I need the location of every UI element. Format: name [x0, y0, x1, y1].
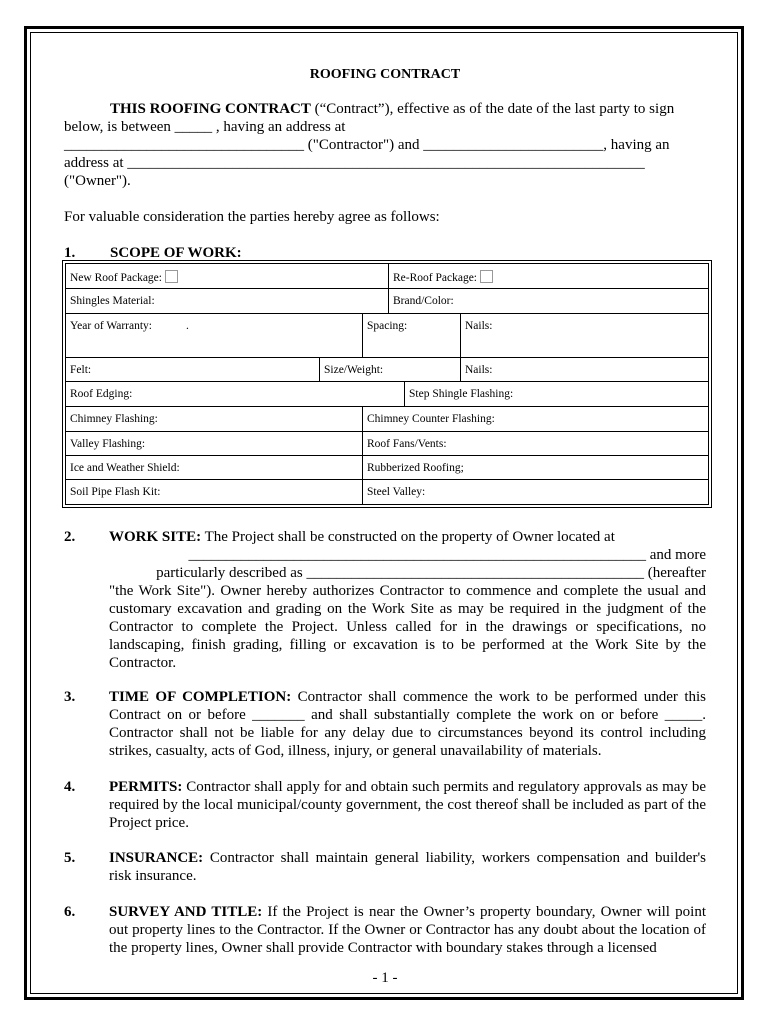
section-2-rest: "the Work Site"). Owner hereby authorizes Contractor to commence and complete the usual and customary excavation and grading on the Work Site as may be required in the judgment of the Contractor to complete the Project. Unless called for in the drawings or specifications, no landscaping, finish grading, filling or excavation is to be performed at the Work Site by the Contractor.: [109, 583, 706, 671]
section-1-title: SCOPE OF WORK:: [110, 245, 242, 261]
section-4-text: Contractor shall apply for and obtain such permits and regulatory approvals as may be required by the local municipal/county government, the cost thereof shall be included as part of the Project price.: [109, 779, 706, 831]
section-6: [64, 903, 706, 957]
cell-warranty: [66, 314, 362, 357]
cell-shingles: [66, 289, 388, 313]
consideration-text: For valuable consideration the parties hereby agree as follows:: [64, 209, 440, 225]
document-title: ROOFING CONTRACT: [309, 67, 461, 82]
table-row: [66, 382, 708, 407]
section-3-heading: TIME OF COMPLETION:: [109, 689, 292, 705]
section-2-line3: particularly described as _____________________________________________ (hereafter: [156, 565, 706, 581]
table-row: [66, 358, 708, 382]
document-body: [64, 66, 706, 262]
section-6-heading: SURVEY AND TITLE:: [109, 904, 263, 920]
warranty-value: .: [186, 320, 189, 332]
intro-line1: (“Contract”), effective as of the date of the last party to sign: [310, 101, 675, 117]
cell-brand: [388, 289, 710, 313]
cell-new-roof: [66, 264, 388, 288]
section-4: [64, 778, 706, 832]
cell-nails-2: [460, 358, 710, 381]
cell-ice-weather: [66, 456, 362, 479]
new-roof-label: New Roof Package:: [70, 272, 162, 284]
cell-chimney: [66, 407, 362, 431]
section-2-line2: _____________________________________________________________ and more: [188, 547, 706, 563]
intro-paragraph: [64, 100, 706, 190]
intro-line3: ________________________________ ("Contractor") and ________________________, having an: [64, 137, 670, 153]
section-2-line1: The Project shall be constructed on the property of Owner located at: [201, 529, 615, 545]
table-row: [66, 456, 708, 480]
cell-chimney-counter: [362, 407, 710, 431]
cell-steel-valley: [362, 480, 710, 504]
soil-pipe-label: Soil Pipe Flash Kit:: [70, 486, 161, 498]
table-row: [66, 289, 708, 314]
brand-label: Brand/Color:: [393, 295, 454, 307]
section-3-text: Contractor shall commence the work to be performed under this Contract on or before _______ and shall substantially complete the work on or before _____. Contractor shall not be liable for any delay due to circumstances beyond its control including strikes, casualty, acts of God, illness, injury, or general unavailability of materials.: [109, 689, 707, 759]
ice-weather-label: Ice and Weather Shield:: [70, 462, 180, 474]
section-1-number: 1.: [64, 245, 76, 261]
cell-soil-pipe: [66, 480, 362, 504]
spacing-label: Spacing:: [367, 320, 408, 332]
rubberized-label: Rubberized Roofing;: [367, 462, 464, 474]
steel-valley-label: Steel Valley:: [367, 486, 426, 498]
section-5-heading: INSURANCE:: [109, 850, 204, 866]
cell-valley: [66, 432, 362, 455]
table-row: [66, 314, 708, 358]
intro-line2: below, is between _____ , having an address at: [64, 119, 346, 135]
table-row: [66, 432, 708, 456]
chimney-label: Chimney Flashing:: [70, 413, 158, 425]
section-6-text: If the Project is near the Owner’s property boundary, Owner will point out property lines to the Contractor. If the Owner or Contractor has any doubt about the location of the property lines, Owner shall provide Contractor with boundary stakes through a licensed: [109, 904, 706, 956]
section-2-heading: WORK SITE:: [109, 529, 202, 545]
section-6-number: 6.: [64, 904, 76, 920]
size-weight-label: Size/Weight:: [324, 364, 384, 376]
cell-roof-fans: [362, 432, 710, 455]
cell-rubberized: [362, 456, 710, 479]
reroof-checkbox[interactable]: [480, 270, 493, 283]
page-number: - 1 -: [372, 970, 398, 986]
section-5-number: 5.: [64, 850, 76, 866]
step-shingle-label: Step Shingle Flashing:: [409, 388, 514, 400]
chimney-counter-label: Chimney Counter Flashing:: [367, 413, 495, 425]
roof-fans-label: Roof Fans/Vents:: [367, 438, 447, 450]
intro-lead: THIS ROOFING CONTRACT: [110, 101, 311, 117]
nails-1-label: Nails:: [465, 320, 493, 332]
new-roof-checkbox[interactable]: [165, 270, 178, 283]
roof-edging-label: Roof Edging:: [70, 388, 133, 400]
cell-step-shingle: [404, 382, 710, 406]
shingles-label: Shingles Material:: [70, 295, 155, 307]
table-row: [66, 480, 708, 504]
intro-line4: address at _____________________________________________________________________ ("Owner").: [64, 155, 645, 189]
section-4-number: 4.: [64, 779, 76, 795]
section-2: [64, 528, 706, 672]
cell-felt: [66, 358, 319, 381]
section-5: [64, 849, 706, 885]
table-row: [66, 407, 708, 432]
cell-spacing: [362, 314, 460, 357]
felt-label: Felt:: [70, 364, 92, 376]
nails-2-label: Nails:: [465, 364, 493, 376]
section-3-number: 3.: [64, 689, 76, 705]
cell-nails-1: [460, 314, 710, 357]
cell-reroof: [388, 264, 710, 288]
section-3: [64, 688, 706, 760]
warranty-label: Year of Warranty:: [70, 320, 153, 332]
cell-roof-edging: [66, 382, 404, 406]
table-row: [66, 264, 708, 289]
section-4-heading: PERMITS:: [109, 779, 183, 795]
section-2-number: 2.: [64, 529, 76, 545]
section-5-text: Contractor shall maintain general liability, workers compensation and builder's risk insurance.: [109, 850, 706, 884]
scope-table: [65, 263, 709, 505]
cell-size-weight: [319, 358, 460, 381]
reroof-label: Re-Roof Package:: [393, 272, 477, 284]
valley-label: Valley Flashing:: [70, 438, 146, 450]
